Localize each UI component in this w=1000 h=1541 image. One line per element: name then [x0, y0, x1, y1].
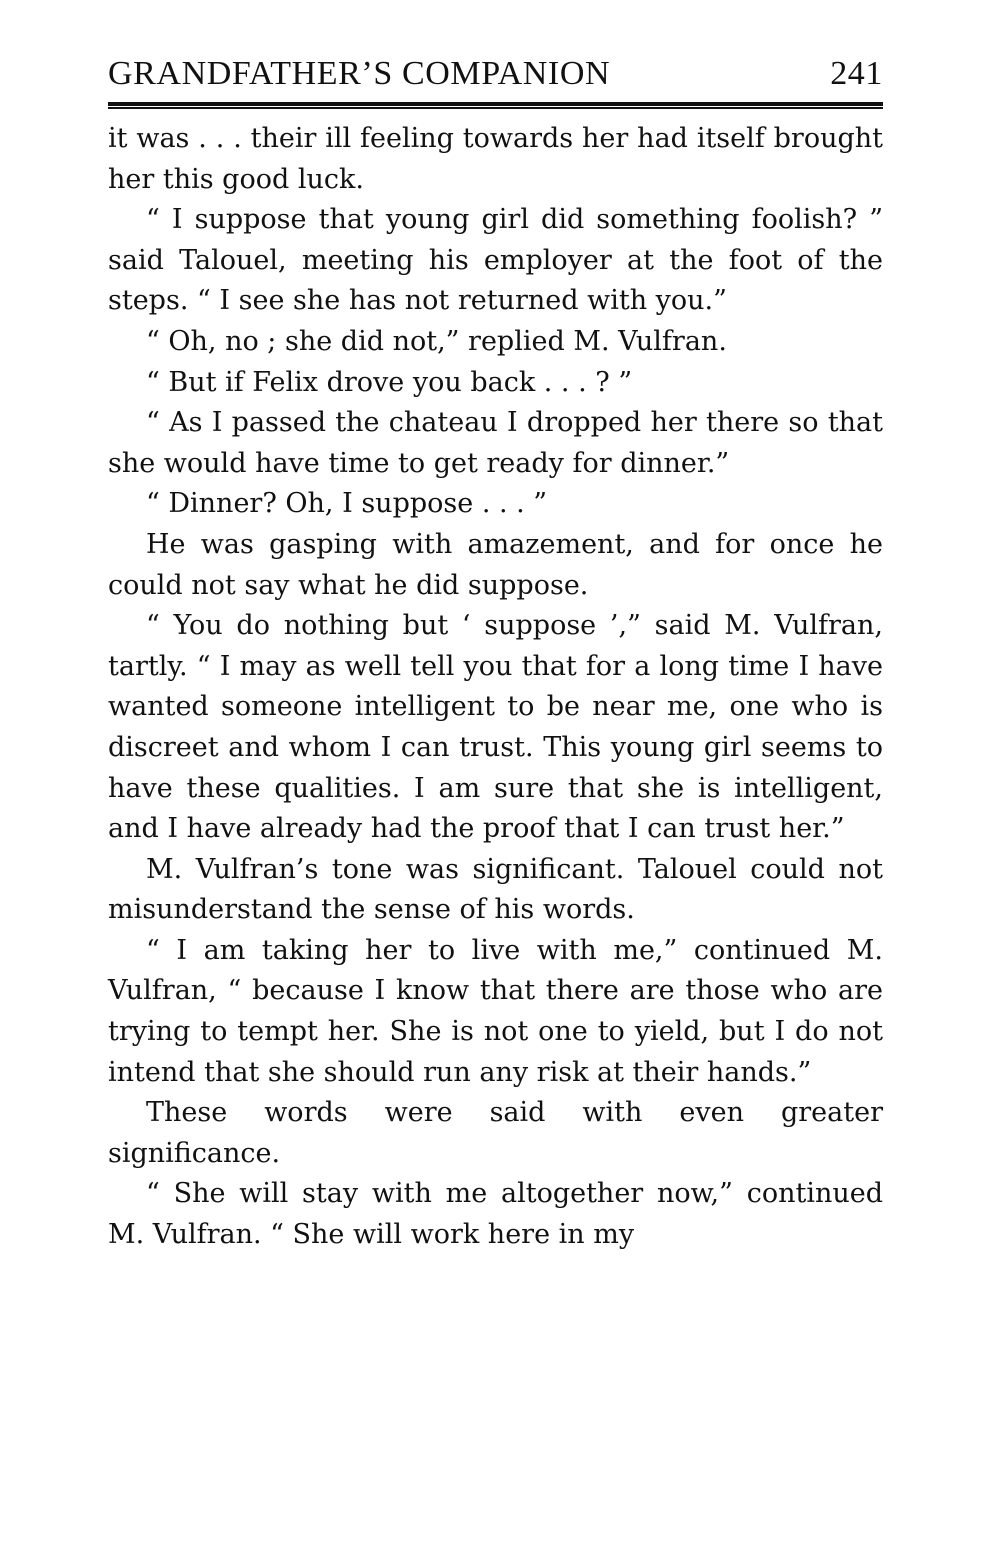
paragraph: “ Dinner? Oh, I suppose . . . ” [146, 488, 548, 520]
paragraph: “ I am taking her to live with me,” continued M. Vulfran, “ because I know that there are those who are trying to tempt her. She is not one to yield, but I do not intend that she should run any risk at their hands.” [108, 934, 883, 1088]
paragraph: M. Vulfran’s tone was significant. Talouel could not misunderstand the sense of his words. [108, 853, 883, 926]
book-page [108, 52, 883, 1256]
paragraph: “ I suppose that young girl did something foolish? ” said Talouel, meeting his employer at the foot of the steps. “ I see she has not returned with you.” [108, 204, 883, 317]
paragraph: He was gasping with amazement, and for once he could not say what he did suppose. [108, 528, 883, 601]
body-text [108, 119, 883, 1256]
page-number: 241 [830, 55, 883, 92]
paragraph: “ As I passed the chateau I dropped her there so that she would have time to get ready for dinner.” [108, 407, 883, 479]
paragraph: “ But if Felix drove you back . . . ? ” [146, 366, 633, 398]
paragraph: “ Oh, no ; she did not,” replied M. Vulfran. [146, 325, 727, 357]
paragraph: “ You do nothing but ‘ suppose ’,” said M. Vulfran, tartly. “ I may as well tell you that for a long time I have wanted someone intelligent to be near me, one who is discreet and whom I can trust. This young girl seems to have these qualities. I am sure that she is intelligent, and I have already had the proof that I can trust her.” [108, 610, 883, 845]
paragraph: it was . . . their ill feeling towards her had itself brought her this good luck. [108, 123, 883, 195]
paragraph: These words were said with even greater significance. [108, 1097, 883, 1169]
running-head [108, 52, 883, 96]
header-rule [108, 102, 883, 109]
running-head-title: GRANDFATHER’S COMPANION [108, 55, 611, 92]
paragraph: “ She will stay with me altogether now,” continued M. Vulfran. “ She will work here in my [108, 1178, 883, 1251]
